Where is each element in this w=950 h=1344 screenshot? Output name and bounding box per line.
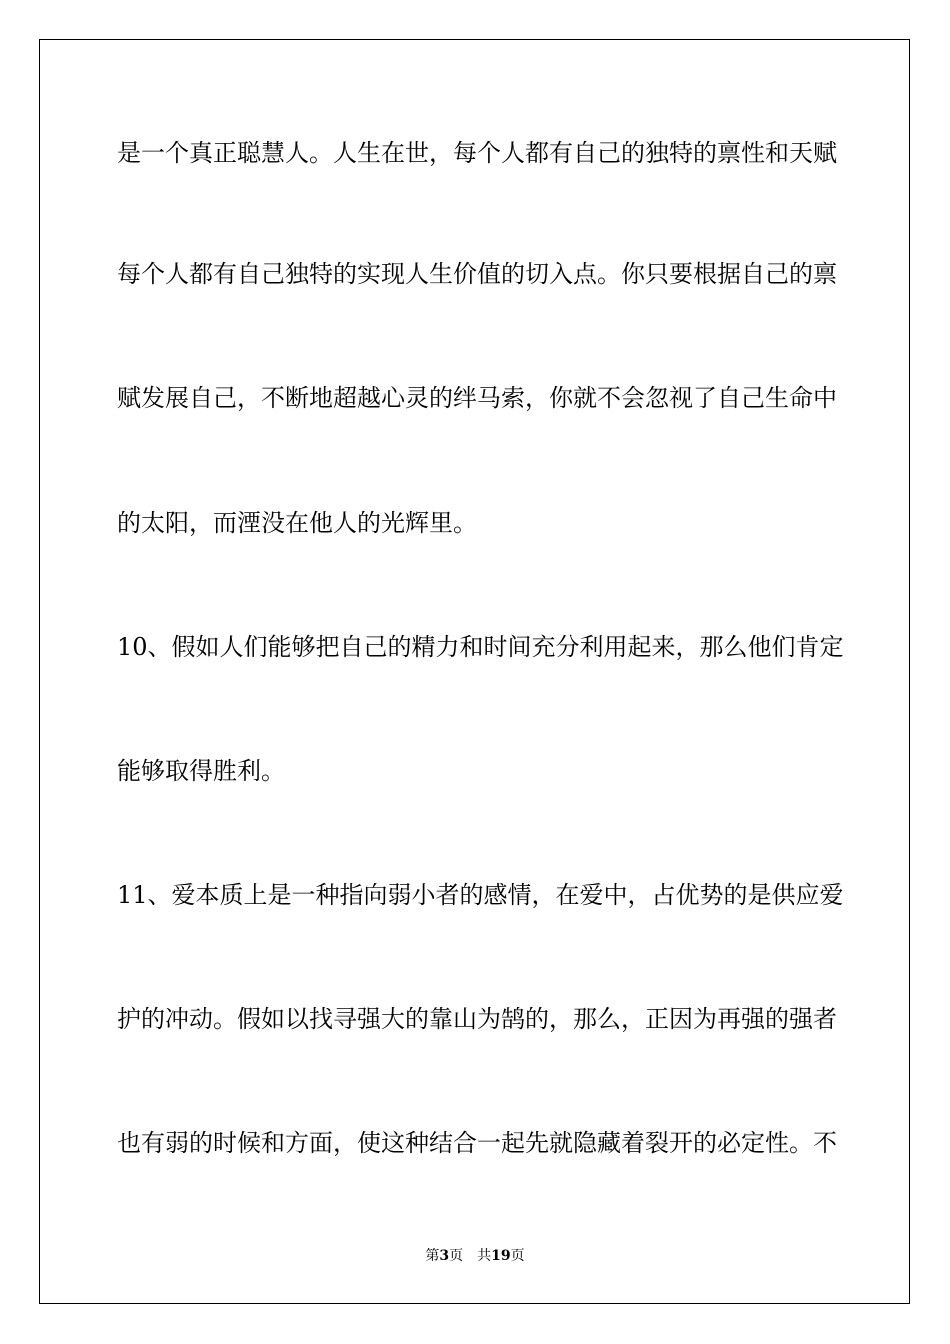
text-line-7: 11、爱本质上是一种指向弱小者的感情，在爱中，占优势的是供应爱 (117, 881, 844, 909)
page-total: 19 (491, 1248, 511, 1264)
text-line-1: 是一个真正聪慧人。人生在世，每个人都有自己的独特的禀性和天赋 (117, 139, 837, 167)
page-border (39, 39, 910, 1304)
text-line-6: 能够取得胜利。 (117, 757, 285, 785)
text-line-2: 每个人都有自己独特的实现人生价值的切入点。你只要根据自己的禀 (117, 260, 837, 288)
text-line-8: 护的冲动。假如以找寻强大的靠山为鹄的，那么，正因为再强的强者 (117, 1005, 837, 1033)
total-prefix: 共 (477, 1248, 492, 1264)
text-line-3: 赋发展自己，不断地超越心灵的绊马索，你就不会忽视了自己生命中 (117, 384, 837, 412)
text-line-4: 的太阳，而湮没在他人的光辉里。 (117, 509, 477, 537)
text-line-5: 10、假如人们能够把自己的精力和时间充分利用起来，那么他们肯定 (117, 633, 844, 661)
total-suffix: 页 (510, 1248, 525, 1264)
page-suffix: 页 (449, 1248, 464, 1264)
text-line-9: 也有弱的时候和方面，使这种结合一起先就隐藏着裂开的必定性。不 (117, 1129, 837, 1157)
page-current: 3 (439, 1248, 450, 1264)
page-footer (0, 1246, 950, 1266)
page-prefix: 第 (425, 1248, 440, 1264)
